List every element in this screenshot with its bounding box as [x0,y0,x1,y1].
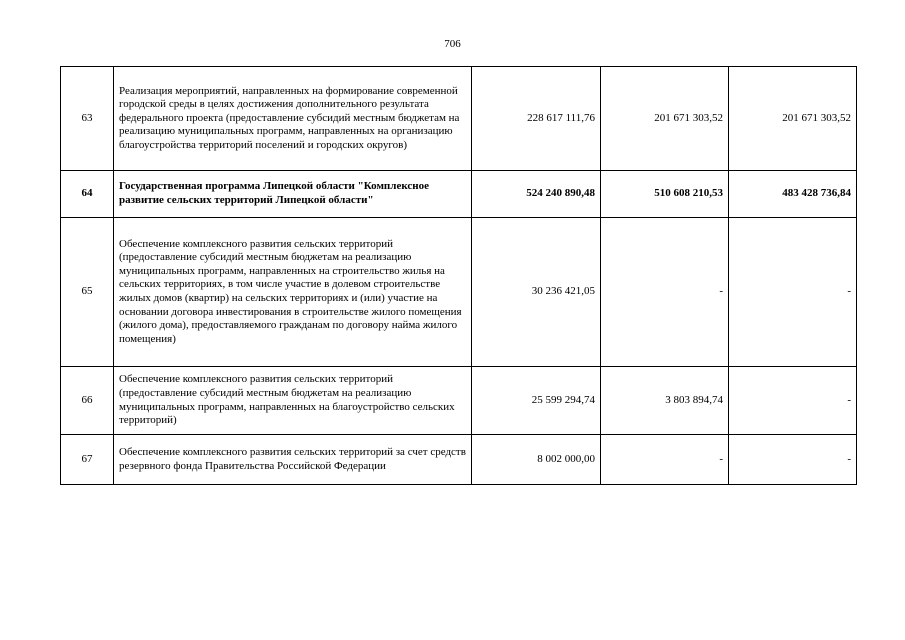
row-amount-2: - [601,218,729,367]
row-amount-3: 483 428 736,84 [729,171,857,218]
row-number: 64 [61,171,114,218]
row-amount-3: - [729,435,857,485]
row-amount-2: 201 671 303,52 [601,67,729,171]
row-description: Государственная программа Липецкой области "Комплексное развитие сельских территорий Липецкой области" [114,171,472,218]
row-amount-3: 201 671 303,52 [729,67,857,171]
row-description: Обеспечение комплексного развития сельских территорий (предоставление субсидий местным бюджетам на реализацию муниципальных программ, направленных на благоустройство сельских территорий) [114,367,472,435]
row-description: Обеспечение комплексного развития сельских территорий (предоставление субсидий местным бюджетам на реализацию муниципальных программ, направленных на строительство жилья на сельских территориях, в том числе участие в долевом строительстве жилых домов (квартир) на сельских территориях и (или) участие на основании договора инвестирования в строительстве жилого помещения (жилого дома), предоставляемого гражданам по договору найма жилого помещения) [114,218,472,367]
table-row [61,171,857,218]
row-number: 67 [61,435,114,485]
row-description: Обеспечение комплексного развития сельских территорий за счет средств резервного фонда Правительства Российской Федерации [114,435,472,485]
row-amount-2: 3 803 894,74 [601,367,729,435]
table-row [61,435,857,485]
page-number: 706 [444,38,461,50]
row-number: 63 [61,67,114,171]
row-amount-2: 510 608 210,53 [601,171,729,218]
row-amount-3: - [729,218,857,367]
row-amount-1: 25 599 294,74 [472,367,601,435]
table-row [61,367,857,435]
table-row [61,218,857,367]
table-row [61,67,857,171]
row-number: 65 [61,218,114,367]
row-amount-2: - [601,435,729,485]
row-amount-1: 8 002 000,00 [472,435,601,485]
row-amount-1: 228 617 111,76 [472,67,601,171]
budget-table [60,66,857,485]
row-description: Реализация мероприятий, направленных на формирование современной городской среды в целях достижения дополнительного результата федерального проекта (предоставление субсидий местным бюджетам на реализацию муниципальных программ, направленных на организацию благоустройства территорий поселений и городских округов) [114,67,472,171]
row-amount-1: 524 240 890,48 [472,171,601,218]
row-number: 66 [61,367,114,435]
row-amount-3: - [729,367,857,435]
row-amount-1: 30 236 421,05 [472,218,601,367]
